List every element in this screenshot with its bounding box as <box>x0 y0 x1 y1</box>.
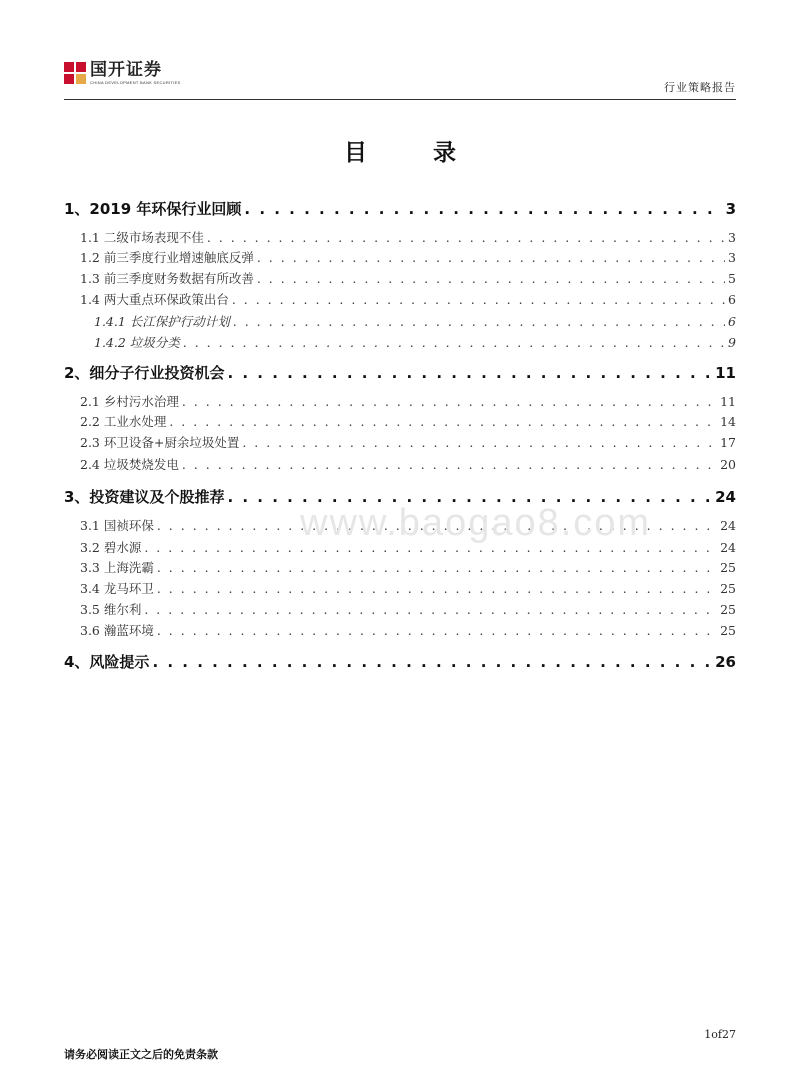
toc-entry[interactable] <box>80 579 736 597</box>
toc-entry-page: 24 <box>720 540 736 555</box>
toc-entry[interactable] <box>80 248 736 266</box>
toc-dot-leader <box>233 314 725 329</box>
toc-entry-label: 4、风险提示 <box>64 653 150 671</box>
toc-dot-leader <box>257 271 725 286</box>
toc-entry[interactable] <box>64 362 736 383</box>
toc-dot-leader <box>169 414 717 429</box>
logo-chinese-name: 国开证券 <box>90 60 162 80</box>
toc-entry-label: 1.4 两大重点环保政策出台 <box>80 292 229 307</box>
toc-dot-leader <box>183 335 725 350</box>
toc-dot-leader <box>257 250 725 265</box>
toc-entry-label: 2.1 乡村污水治理 <box>80 394 179 409</box>
toc-entry[interactable] <box>94 333 736 351</box>
toc-dot-leader <box>227 364 712 382</box>
toc-entry-page: 25 <box>720 602 736 617</box>
company-logo <box>64 58 181 88</box>
toc-entry-page: 26 <box>715 653 736 671</box>
toc-dot-leader <box>152 653 712 671</box>
toc-entry-page: 25 <box>720 560 736 575</box>
logo-english-name: CHINA DEVELOPMENT BANK SECURITIES <box>90 80 181 85</box>
toc-dot-leader <box>144 602 717 617</box>
toc-entry[interactable] <box>80 269 736 287</box>
toc-entry-page: 25 <box>720 581 736 596</box>
toc-entry-label: 1.2 前三季度行业增速触底反弹 <box>80 250 254 265</box>
toc-entry[interactable] <box>80 455 736 473</box>
toc-entry[interactable] <box>64 198 736 219</box>
toc-entry-page: 11 <box>720 394 736 409</box>
toc-title-left: 目 <box>344 140 367 166</box>
toc-title-right: 录 <box>433 140 456 166</box>
toc-entry-label: 3.2 碧水源 <box>80 540 142 555</box>
toc-entry-label: 3.1 国祯环保 <box>80 518 154 533</box>
toc-entry-page: 24 <box>720 518 736 533</box>
toc-dot-leader <box>157 623 717 638</box>
toc-entry-page: 6 <box>728 314 736 329</box>
toc-entry-page: 24 <box>715 488 736 506</box>
toc-entry[interactable] <box>64 651 736 672</box>
toc-entry[interactable] <box>80 433 736 451</box>
toc-entry-page: 3 <box>728 230 736 245</box>
toc-entry-label: 1.3 前三季度财务数据有所改善 <box>80 271 254 286</box>
toc-entry-label: 3.6 瀚蓝环境 <box>80 623 154 638</box>
toc-entry-page: 20 <box>720 457 736 472</box>
toc-entry-label: 2.2 工业水处理 <box>80 414 167 429</box>
page-header <box>64 56 736 100</box>
toc-entry[interactable] <box>80 558 736 576</box>
toc-entry-label: 3、投资建议及个股推荐 <box>64 488 225 506</box>
watermark: www.baogao8.com <box>300 502 652 544</box>
toc-entry-page: 9 <box>728 335 736 350</box>
toc-entry-page: 11 <box>715 364 736 382</box>
report-type: 行业策略报告 <box>664 81 736 94</box>
toc-entry-label: 3.3 上海洗霸 <box>80 560 154 575</box>
toc-entry-page: 14 <box>720 414 736 429</box>
toc-entry[interactable] <box>80 600 736 618</box>
toc-dot-leader <box>157 560 717 575</box>
toc-entry-label: 2、细分子行业投资机会 <box>64 364 225 382</box>
toc-dot-leader <box>182 457 717 472</box>
toc-dot-leader <box>182 394 717 409</box>
disclaimer: 请务必阅读正文之后的免责条款 <box>64 1048 218 1061</box>
toc-entry[interactable] <box>80 228 736 246</box>
toc-entry-label: 2.4 垃圾焚烧发电 <box>80 457 179 472</box>
toc-dot-leader <box>242 435 717 450</box>
toc-entry-page: 25 <box>720 623 736 638</box>
toc-entry-label: 1.4.1 长江保护行动计划 <box>94 314 230 329</box>
toc-entry-page: 17 <box>720 435 736 450</box>
toc-entry[interactable] <box>80 290 736 308</box>
toc-dot-leader <box>244 200 722 218</box>
logo-mark-icon <box>64 62 86 84</box>
toc-entry[interactable] <box>80 412 736 430</box>
toc-entry-label: 2.3 环卫设备+厨余垃圾处置 <box>80 435 240 450</box>
toc-entry[interactable] <box>94 312 736 330</box>
toc-entry[interactable] <box>80 621 736 639</box>
toc-entry-label: 1.4.2 垃圾分类 <box>94 335 180 350</box>
toc-dot-leader <box>207 230 725 245</box>
toc-entry-label: 3.5 维尔利 <box>80 602 142 617</box>
toc-entry-label: 3.4 龙马环卫 <box>80 581 154 596</box>
toc-entry-page: 3 <box>728 250 736 265</box>
toc-entry-page: 6 <box>728 292 736 307</box>
toc-dot-leader <box>157 581 717 596</box>
toc-entry-label: 1、2019 年环保行业回顾 <box>64 200 242 218</box>
toc-entry-page: 3 <box>725 200 736 218</box>
toc-entry-page: 5 <box>728 271 736 286</box>
toc-title <box>0 134 800 167</box>
page-number: 1of27 <box>704 1028 736 1041</box>
toc-entry[interactable] <box>80 392 736 410</box>
toc-entry-label: 1.1 二级市场表现不佳 <box>80 230 204 245</box>
toc-dot-leader <box>232 292 725 307</box>
